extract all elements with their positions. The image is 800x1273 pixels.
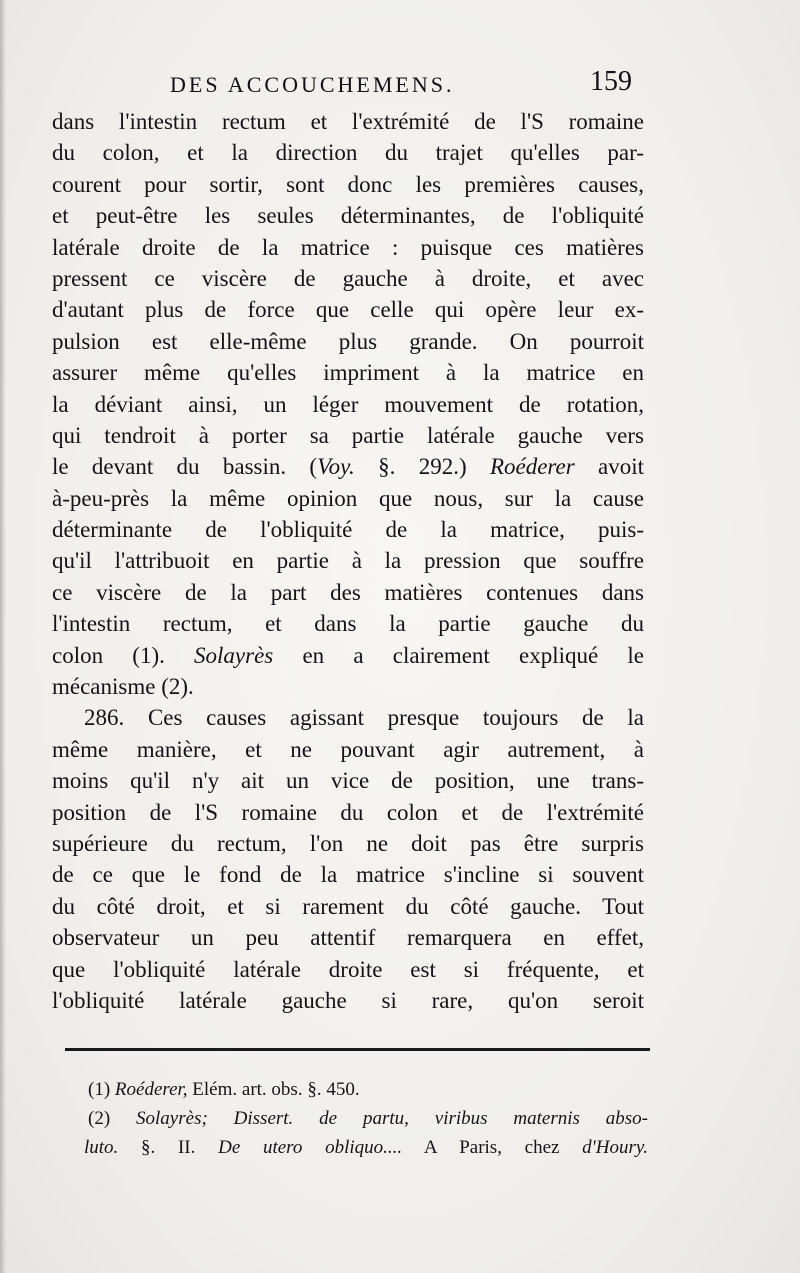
main-text (52, 106, 644, 1016)
text-line: et peut-être les seules déterminantes, de l'obliquité (52, 203, 644, 229)
text-line: même manière, et ne pouvant agir autrement, à (52, 736, 644, 762)
footnotes (84, 1075, 649, 1162)
text-line-solayres (52, 640, 644, 671)
author-name-italic: Roéderer (489, 454, 575, 480)
text-line-voy (52, 451, 644, 482)
footnote-marker: (1) (88, 1079, 115, 1100)
footnote-2-continuation (84, 1133, 648, 1162)
footnote-rule (65, 1048, 650, 1051)
footnote-marker: (2) (88, 1108, 137, 1129)
text-segment: en a clairement expliqué le (273, 642, 644, 668)
text-line: moins qu'il n'y ait un vice de position, une trans- (52, 768, 644, 794)
text-line: ce viscère de la part des matières contenues dans (52, 579, 644, 605)
text-segment: avoit (574, 454, 644, 480)
footnote-author-italic: Roéderer, (114, 1079, 188, 1100)
footnote-title-italic: De utero obliquo.... (218, 1137, 403, 1158)
text-segment: le devant du bassin. ( (52, 454, 318, 480)
text-line: qui tendroit à porter sa partie latérale gauche vers (52, 422, 644, 448)
text-segment-italic: Voy. (317, 454, 355, 480)
text-line: de ce que le fond de la matrice s'incline si souvent (52, 862, 644, 888)
text-line: la déviant ainsi, un léger mouvement de rotation, (52, 391, 644, 417)
text-line: supérieure du rectum, l'on ne doit pas être surpris (52, 830, 644, 856)
footnote-citation-italic: luto. (84, 1137, 119, 1158)
author-name-italic: Solayrès (194, 642, 274, 668)
text-line: l'intestin rectum, et dans la partie gauche du (52, 611, 644, 637)
text-line: pressent ce viscère de gauche à droite, et avec (52, 265, 644, 291)
footnote-2 (88, 1104, 648, 1133)
text-line: dans l'intestin rectum et l'extrémité de l'S romaine (52, 109, 644, 134)
footnote-text: A Paris, chez (402, 1137, 583, 1158)
text-line: courent pour sortir, sont donc les premières causes, (52, 171, 644, 197)
text-line: l'obliquité latérale gauche si rare, qu'on seroit (52, 987, 644, 1013)
text-line: assurer même qu'elles impriment à la matrice en (52, 360, 644, 386)
text-line: mécanisme (2). (52, 674, 194, 700)
text-line: du côté droit, et si rarement du côté gauche. Tout (52, 893, 644, 919)
paragraph-286-first-line: 286. Ces causes agissant presque toujours de la (84, 705, 644, 731)
text-segment: §. 292.) (354, 454, 490, 480)
text-line: position de l'S romaine du colon et de l'extrémité (52, 799, 644, 825)
text-line: pulsion est elle-même plus grande. On pourroit (52, 328, 644, 354)
page-number: 159 (590, 66, 632, 97)
text-line: qu'il l'attribuoit en partie à la pression que souffre (52, 548, 644, 574)
text-line: d'autant plus de force que celle qui opère leur ex- (52, 297, 644, 323)
running-head: DES ACCOUCHEMENS. (170, 72, 455, 97)
footnote-1 (88, 1075, 648, 1104)
text-line: que l'obliquité latérale droite est si fréquente, et (52, 956, 644, 982)
footnote-citation-italic: Solayrès; Dissert. de partu, viribus maternis abso- (136, 1108, 649, 1129)
footnote-text: Elém. art. obs. §. 450. (187, 1079, 360, 1100)
text-line: latérale droite de la matrice : puisque ces matières (52, 234, 644, 260)
footnote-publisher-italic: d'Houry. (582, 1137, 648, 1158)
text-line: à-peu-près la même opinion que nous, sur la cause (52, 485, 644, 511)
footnote-text: §. II. (118, 1137, 219, 1158)
binding-shadow (0, 0, 6, 1273)
text-line: déterminante de l'obliquité de la matrice, puis- (52, 517, 644, 543)
text-segment: colon (1). (52, 642, 195, 668)
text-line: observateur un peu attentif remarquera en effet, (52, 925, 644, 951)
text-line: du colon, et la direction du trajet qu'elles par- (52, 140, 644, 166)
